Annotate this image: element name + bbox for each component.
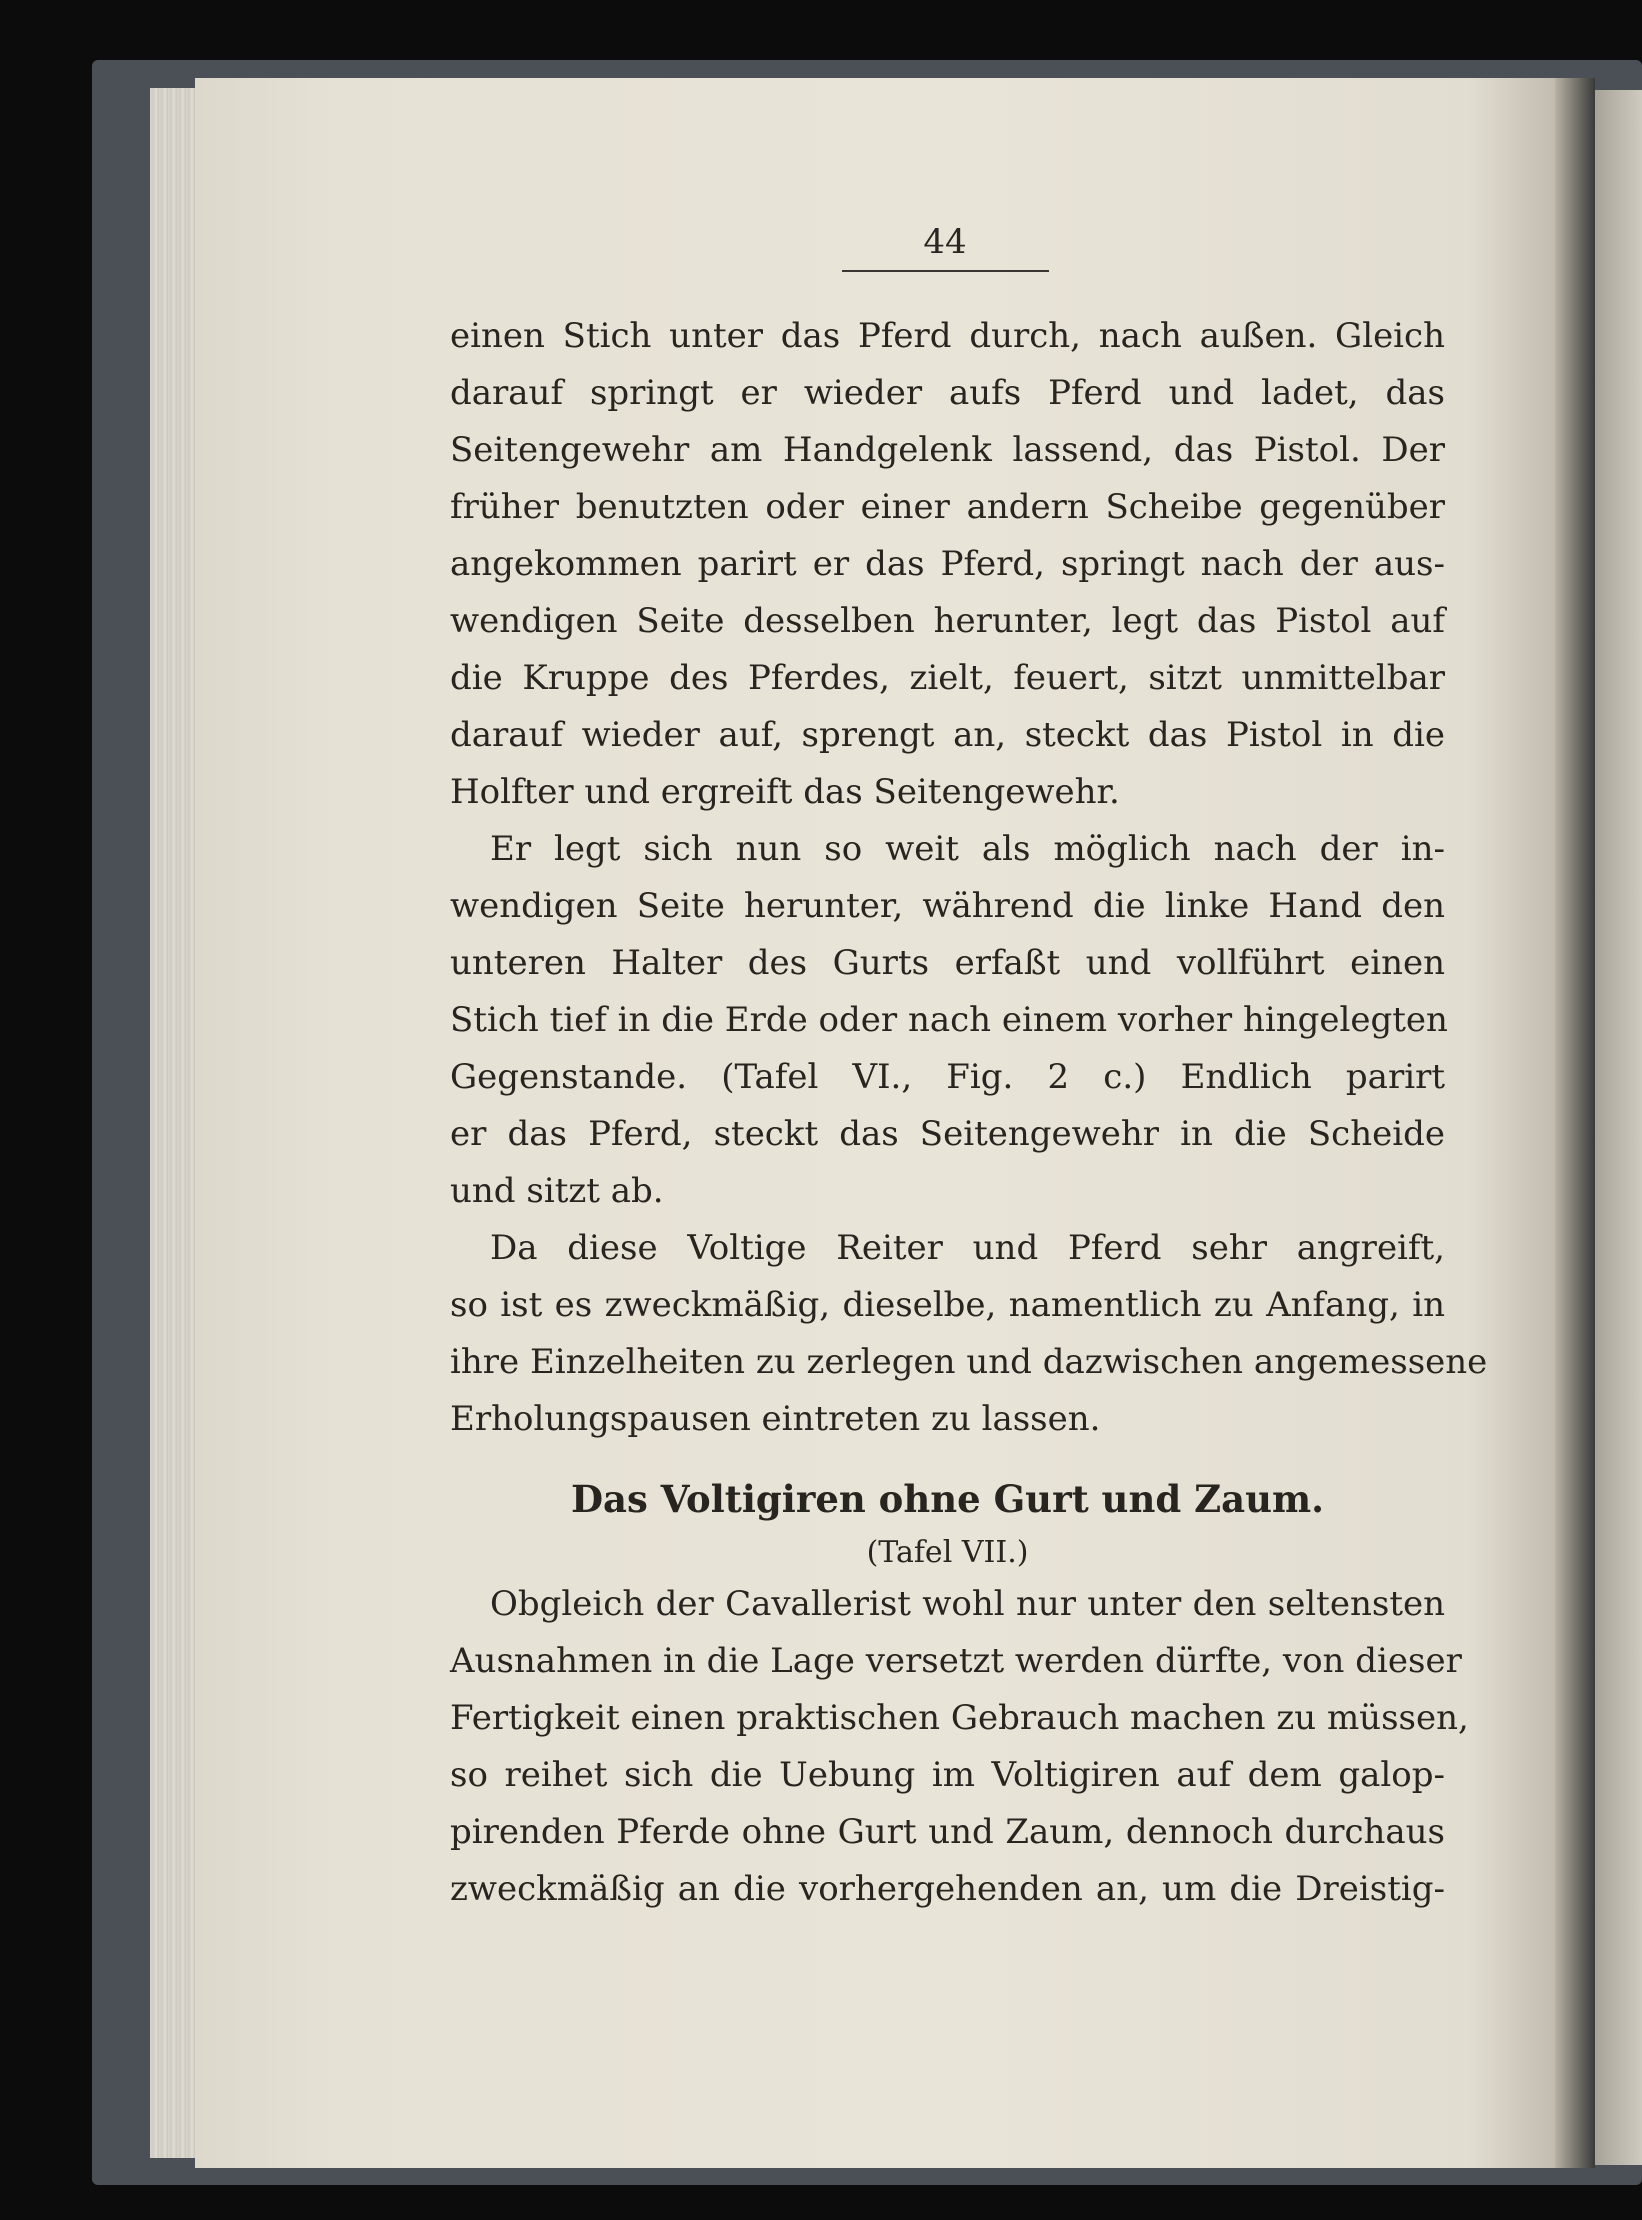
body-text xyxy=(450,308,1488,1918)
text-line: Gegenstande. (Tafel VI., Fig. 2 c.) Endlich parirt xyxy=(450,1057,1445,1097)
section-spacer xyxy=(450,1448,1445,1468)
text-line: zweckmäßig an die vorhergehenden an, um die Dreistig- xyxy=(450,1869,1445,1909)
text-line: darauf wieder auf, sprengt an, steckt das Pistol in die xyxy=(450,715,1445,755)
text-line: früher benutzten oder einer andern Scheibe gegenüber xyxy=(450,487,1445,527)
text-line: er das Pferd, steckt das Seitengewehr in die Scheide xyxy=(450,1114,1445,1154)
text-line: Obgleich der Cavallerist wohl nur unter den seltensten xyxy=(490,1584,1445,1624)
page-number: 44 xyxy=(923,222,967,262)
text-line: wendigen Seite herunter, während die linke Hand den xyxy=(450,886,1445,926)
text-line: angekommen parirt er das Pferd, springt nach der aus- xyxy=(450,544,1445,584)
text-line: so reihet sich die Uebung im Voltigiren auf dem galop- xyxy=(450,1755,1445,1795)
text-line: Fertigkeit einen praktischen Gebrauch machen zu müssen, xyxy=(450,1698,1469,1738)
text-line: wendigen Seite desselben herunter, legt das Pistol auf xyxy=(450,601,1445,641)
text-line: ihre Einzelheiten zu zerlegen und dazwischen angemessene xyxy=(450,1342,1488,1382)
book-gutter xyxy=(1555,78,1595,2168)
text-line: unteren Halter des Gurts erfaßt und vollführt einen xyxy=(450,943,1445,983)
text-line: Stich tief in die Erde oder nach einem vorher hingelegten xyxy=(450,1000,1448,1040)
text-line: Ausnahmen in die Lage versetzt werden dürfte, von dieser xyxy=(450,1641,1462,1681)
text-line: einen Stich unter das Pferd durch, nach außen. Gleich xyxy=(450,316,1445,356)
text-line: die Kruppe des Pferdes, zielt, feuert, sitzt unmittelbar xyxy=(450,658,1445,698)
section-heading: Das Voltigiren ohne Gurt und Zaum. xyxy=(570,1477,1325,1521)
text-line: darauf springt er wieder aufs Pferd und ladet, das xyxy=(450,373,1445,413)
text-line: Seitengewehr am Handgelenk lassend, das Pistol. Der xyxy=(450,430,1445,470)
text-line: pirenden Pferde ohne Gurt und Zaum, dennoch durchaus xyxy=(450,1812,1445,1852)
text-line: Erholungspausen eintreten zu lassen. xyxy=(450,1399,1101,1439)
text-line: so ist es zweckmäßig, dieselbe, namentlich zu Anfang, in xyxy=(450,1285,1445,1325)
page-number-rule xyxy=(842,270,1049,272)
text-line: Da diese Voltige Reiter und Pferd sehr angreift, xyxy=(490,1228,1445,1268)
section-subheading: (Tafel VII.) xyxy=(866,1535,1029,1570)
text-line: und sitzt ab. xyxy=(450,1171,664,1211)
text-line: Er legt sich nun so weit als möglich nach der in- xyxy=(490,829,1445,869)
text-line: Holfter und ergreift das Seitengewehr. xyxy=(450,772,1120,812)
facing-page-edge xyxy=(1595,90,1642,2165)
